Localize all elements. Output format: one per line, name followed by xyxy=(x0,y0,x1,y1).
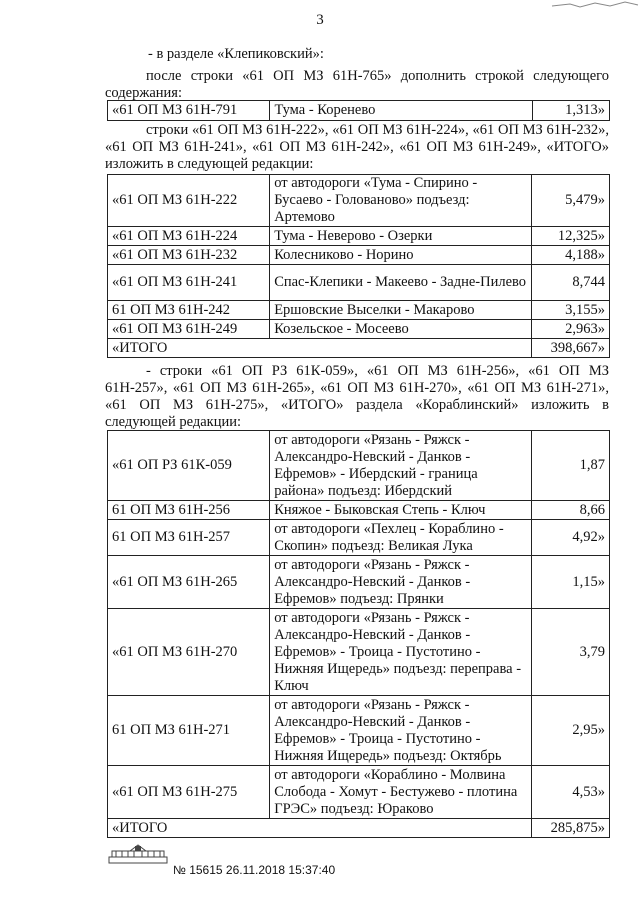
table-row xyxy=(108,320,610,339)
table-row xyxy=(108,246,610,265)
road-name: Княжое - Быковская Степь - Ключ xyxy=(270,501,532,520)
road-name: от автодороги «Пехлец - Кораблино - Скопин» подъезд: Великая Лука xyxy=(270,520,532,556)
road-code: «61 ОП МЗ 61Н-270 xyxy=(108,609,270,696)
road-code: «61 ОП МЗ 61Н-241 xyxy=(108,265,270,301)
section2-instruction: строки «61 ОП МЗ 61Н-222», «61 ОП МЗ 61Н-224», «61 ОП МЗ 61Н-232», «61 ОП МЗ 61Н-241», «61 ОП МЗ 61Н-242», «61 ОП МЗ 61Н-249», «ИТОГО» изложить в следующей редакции: xyxy=(105,122,609,172)
road-length: 3,155» xyxy=(532,301,610,320)
section1-table xyxy=(107,100,610,121)
section1-heading: - в разделе «Клепиковский»: xyxy=(148,46,324,62)
page-number: 3 xyxy=(316,12,324,28)
road-length: 2,963» xyxy=(532,320,610,339)
road-code: 61 ОП МЗ 61Н-271 xyxy=(108,696,270,766)
road-name: Колесниково - Норино xyxy=(270,246,532,265)
section1-instruction: после строки «61 ОП МЗ 61Н-765» дополнить строкой следующего содержания: xyxy=(105,68,609,101)
road-length: 3,79 xyxy=(532,609,610,696)
registry-stamp-icon xyxy=(108,843,168,865)
road-name: от автодороги «Рязань - Ряжск - Александро-Невский - Данков - Ефремов» - Троица - Пустотино - Нижняя Ищередь» подъезд: переправа - Ключ xyxy=(270,609,532,696)
total-value: 398,667» xyxy=(532,339,610,358)
road-length: 1,15» xyxy=(532,556,610,609)
total-label: «ИТОГО xyxy=(108,819,532,838)
handwriting-mark xyxy=(550,0,640,10)
road-name: от автодороги «Рязань - Ряжск - Александро-Невский - Данков - Ефремов» - Ибердский - граница района» подъезд: Ибердский xyxy=(270,431,532,501)
table-row xyxy=(108,227,610,246)
document-registration-info: № 15615 26.11.2018 15:37:40 xyxy=(173,863,336,877)
table-row xyxy=(108,301,610,320)
table-row xyxy=(108,501,610,520)
road-name: Тума - Коренево xyxy=(270,101,532,121)
total-value: 285,875» xyxy=(532,819,610,838)
road-length: 4,188» xyxy=(532,246,610,265)
road-code: 61 ОП МЗ 61Н-257 xyxy=(108,520,270,556)
section2-table xyxy=(107,174,610,358)
road-length: 1,313» xyxy=(532,101,609,121)
road-length: 4,92» xyxy=(532,520,610,556)
total-label: «ИТОГО xyxy=(108,339,532,358)
road-code: 61 ОП МЗ 61Н-242 xyxy=(108,301,270,320)
table-row xyxy=(108,696,610,766)
road-name: Ершовские Выселки - Макарово xyxy=(270,301,532,320)
road-code: «61 ОП МЗ 61Н-224 xyxy=(108,227,270,246)
road-code: «61 ОП МЗ 61Н-232 xyxy=(108,246,270,265)
total-row xyxy=(108,819,610,838)
table-row xyxy=(108,175,610,227)
road-code: 61 ОП МЗ 61Н-256 xyxy=(108,501,270,520)
road-name: от автодороги «Тума - Спирино - Бусаево - Голованово» подъезд: Артемово xyxy=(270,175,532,227)
road-name: Спас-Клепики - Макеево - Задне-Пилево xyxy=(270,265,532,301)
road-length: 1,87 xyxy=(532,431,610,501)
road-length: 8,66 xyxy=(532,501,610,520)
road-code: «61 ОП МЗ 61Н-265 xyxy=(108,556,270,609)
road-code: «61 ОП МЗ 61Н-249 xyxy=(108,320,270,339)
table-row xyxy=(108,265,610,301)
table-row xyxy=(108,609,610,696)
road-name: Козельское - Мосеево xyxy=(270,320,532,339)
road-code: «61 ОП РЗ 61К-059 xyxy=(108,431,270,501)
road-name: от автодороги «Кораблино - Молвина Слобода - Хомут - Бестужево - плотина ГРЭС» подъезд: Юраково xyxy=(270,766,532,819)
table-row xyxy=(108,431,610,501)
road-code: «61 ОП МЗ 61Н-222 xyxy=(108,175,270,227)
road-code: «61 ОП МЗ 61Н-275 xyxy=(108,766,270,819)
road-length: 12,325» xyxy=(532,227,610,246)
road-length: 2,95» xyxy=(532,696,610,766)
road-length: 5,479» xyxy=(532,175,610,227)
table-row xyxy=(108,766,610,819)
section3-table xyxy=(107,430,610,838)
road-code: «61 ОП МЗ 61Н-791 xyxy=(108,101,270,121)
road-name: от автодороги «Рязань - Ряжск - Александро-Невский - Данков - Ефремов» - Троица - Пустотино - Нижняя Ищередь» подъезд: Октябрь xyxy=(270,696,532,766)
table-row xyxy=(108,101,610,121)
table-row xyxy=(108,520,610,556)
total-row xyxy=(108,339,610,358)
section3-instruction: - строки «61 ОП РЗ 61К-059», «61 ОП МЗ 61Н-256», «61 ОП МЗ 61Н-257», «61 ОП МЗ 61Н-265», «61 ОП МЗ 61Н-270», «61 ОП МЗ 61Н-271», «61 ОП МЗ 61Н-275», «ИТОГО» раздела «Кораблинский» изложить в следующей редакции: xyxy=(105,363,609,430)
road-length: 4,53» xyxy=(532,766,610,819)
table-row xyxy=(108,556,610,609)
road-name: Тума - Неверово - Озерки xyxy=(270,227,532,246)
road-name: от автодороги «Рязань - Ряжск - Александро-Невский - Данков - Ефремов» подъезд: Прянки xyxy=(270,556,532,609)
road-length: 8,744 xyxy=(532,265,610,301)
